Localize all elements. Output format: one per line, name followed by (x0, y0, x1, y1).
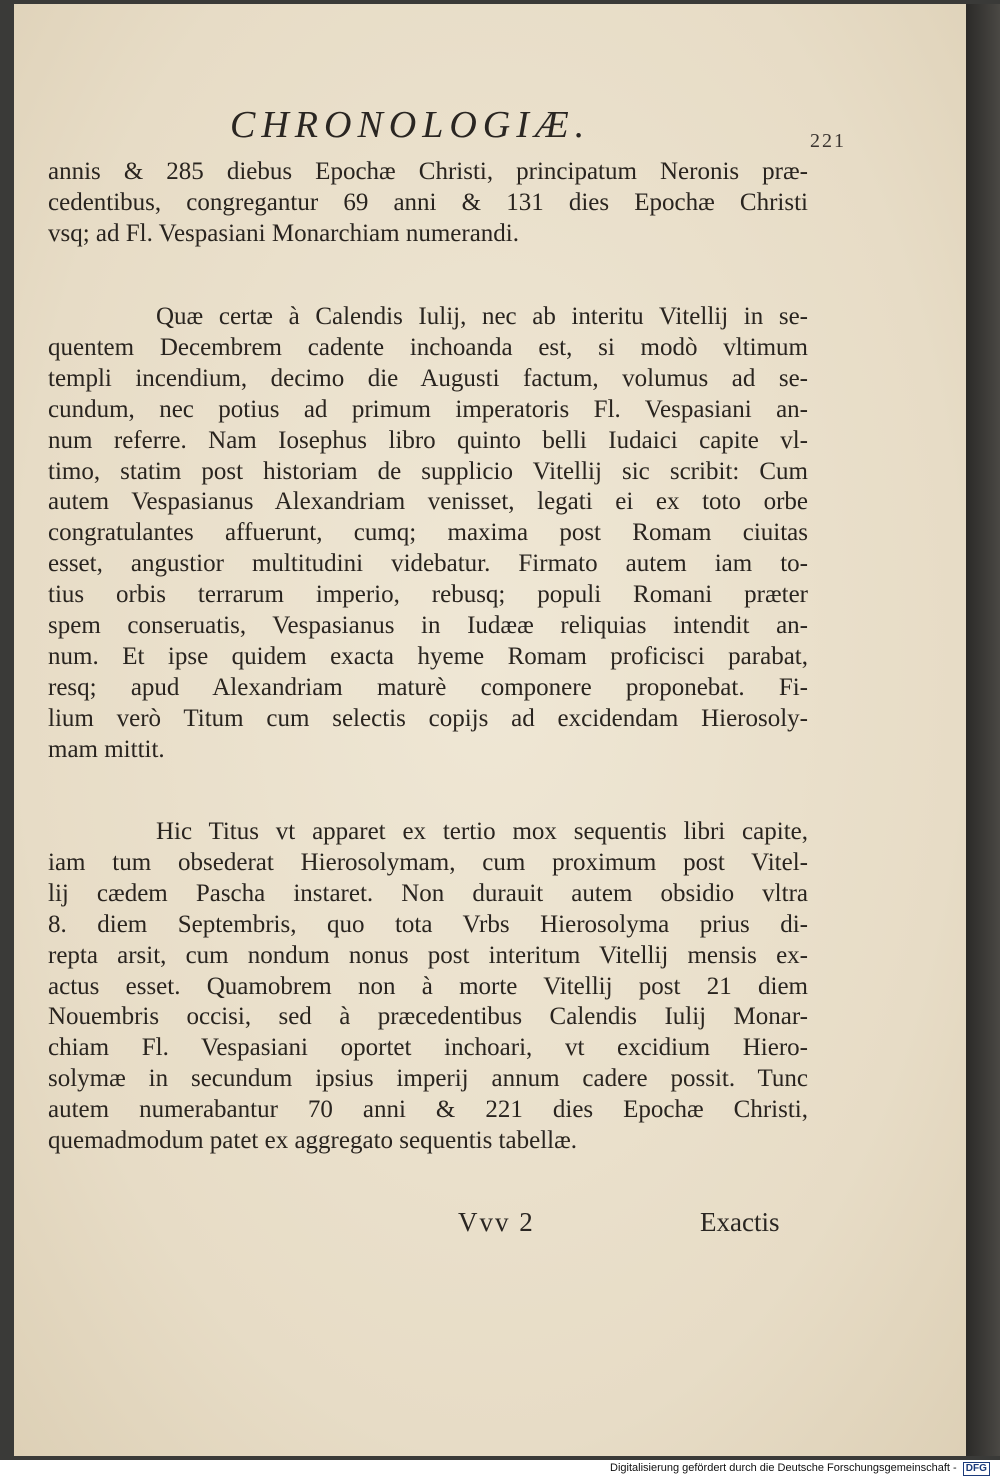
text-line: quemadmodum patet ex aggregato sequentis tabellæ. (48, 1127, 578, 1155)
text-line: spem conseruatis, Vespasianus in Iudææ reliquias intendit an- (48, 612, 808, 640)
text-line: Nouembris occisi, sed à præcedentibus Calendis Iulij Monar- (48, 1003, 808, 1031)
running-head: CHRONOLOGIÆ. (230, 104, 591, 146)
text-line: esset, angustior multitudini videbatur. Firmato autem iam to- (48, 550, 808, 578)
text-line: actus esset. Quamobrem non à morte Vitellij post 21 diem (48, 972, 808, 1000)
text-line: cundum, nec potius ad primum imperatoris Fl. Vespasiani an- (48, 395, 808, 423)
text-line: iam tum obsederat Hierosolymam, cum proximum post Vitel- (48, 848, 808, 876)
paragraph-quae-certae (48, 302, 808, 766)
dfg-logo: DFG (963, 1462, 990, 1476)
text-line: congratulantes affuerunt, cumq; maxima post Romam ciuitas (48, 519, 808, 547)
credit-text: Digitalisierung gefördert durch die Deutsche Forschungsgemeinschaft - (610, 1462, 957, 1474)
book-gutter (966, 4, 1000, 1456)
page-number: 221 (810, 130, 846, 152)
text-line: Hic Titus vt apparet ex tertio mox sequentis libri capite, (156, 818, 808, 845)
text-line: cedentibus, congregantur 69 anni & 131 dies Epochæ Christi (48, 188, 808, 216)
text-line: mam mittit. (48, 735, 165, 763)
signature-mark: Vvv 2 (458, 1207, 535, 1237)
text-line: vsq; ad Fl. Vespasiani Monarchiam numerandi. (48, 219, 519, 247)
text-line: resq; apud Alexandriam maturè componere proponebat. Fi- (48, 673, 808, 701)
paragraph-continuation (48, 157, 808, 250)
text-line: autem Vespasianus Alexandriam venisset, legati ei ex toto orbe (48, 488, 808, 516)
text-line: timo, statim post historiam de supplicio Vitellij sic scribit: Cum (48, 457, 808, 485)
text-line: quentem Decembrem cadente inchoanda est, si modò vltimum (48, 333, 808, 361)
text-line: num. Et ipse quidem exacta hyeme Romam proficisci parabat, (48, 642, 808, 670)
text-line: 8. diem Septembris, quo tota Vrbs Hierosolyma prius di- (48, 910, 808, 938)
text-line: tius orbis terrarum imperio, rebusq; populi Romani præter (48, 581, 808, 609)
text-line: repta arsit, cum nondum nonus post interitum Vitellij mensis ex- (48, 941, 808, 969)
text-line: annis & 285 diebus Epochæ Christi, principatum Neronis præ- (48, 158, 808, 185)
catchword: Exactis (700, 1207, 780, 1237)
digitization-credit (610, 1462, 990, 1476)
text-line: chiam Fl. Vespasiani oportet inchoari, vt excidium Hiero- (48, 1034, 808, 1062)
paragraph-hic-titus (48, 817, 808, 1157)
text-line: num referre. Nam Iosephus libro quinto belli Iudaici capite vl- (48, 426, 808, 454)
text-line: solymæ in secundum ipsius imperij annum cadere possit. Tunc (48, 1065, 808, 1093)
text-line: lij cædem Pascha instaret. Non durauit autem obsidio vltra (48, 879, 808, 907)
text-line: autem numerabantur 70 anni & 221 dies Epochæ Christi, (48, 1096, 808, 1124)
text-line: Quæ certæ à Calendis Iulij, nec ab interitu Vitellij in se- (156, 303, 808, 330)
text-line: templi incendium, decimo die Augusti factum, volumus ad se- (48, 364, 808, 392)
text-line: lium verò Titum cum selectis copijs ad excidendam Hierosoly- (48, 704, 808, 732)
